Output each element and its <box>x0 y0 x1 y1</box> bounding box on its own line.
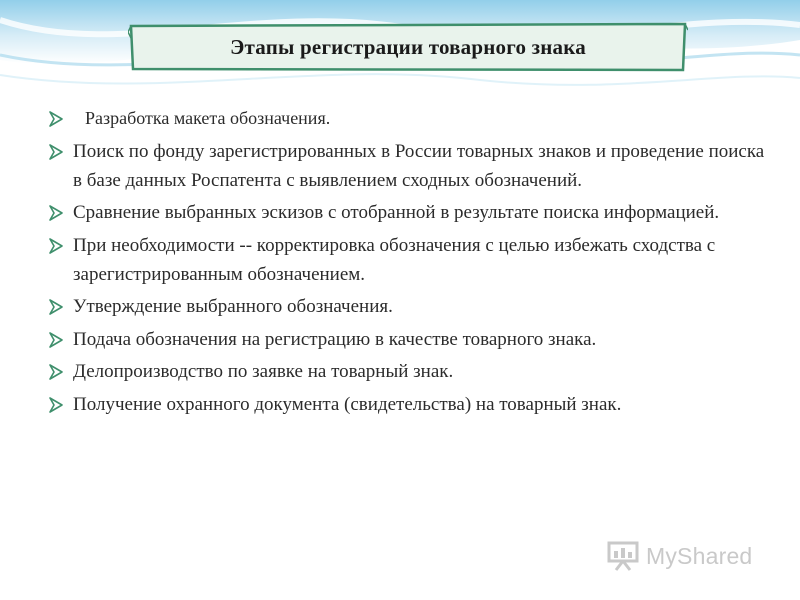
arrow-bullet-icon <box>48 364 64 380</box>
list-item <box>48 198 768 227</box>
arrow-bullet-icon <box>48 111 64 127</box>
list-item <box>48 231 768 289</box>
arrow-bullet-icon <box>48 397 64 413</box>
arrow-bullet-icon <box>48 238 64 254</box>
list-item-text: Утверждение выбранного обозначения. <box>73 296 393 317</box>
arrow-bullet-icon <box>48 299 64 315</box>
list-item <box>48 357 768 386</box>
list-item-text: Подача обозначения на регистрацию в качестве товарного знака. <box>73 328 597 350</box>
arrow-bullet-icon <box>48 205 64 221</box>
watermark-logo <box>606 538 776 574</box>
title-banner <box>128 22 688 72</box>
list-item-text: Разработка макета обозначения. <box>85 108 331 128</box>
watermark-text: MyShared <box>646 542 753 569</box>
bullet-list <box>48 104 768 422</box>
list-item-text: Сравнение выбранных эскизов с отобранной в результате поиска информацией. <box>73 202 720 223</box>
list-item <box>48 390 768 419</box>
list-item <box>48 292 768 321</box>
list-item <box>48 104 768 133</box>
presentation-board-icon <box>606 540 640 572</box>
list-item-text: Делопроизводство по заявке на товарный знак. <box>73 361 454 382</box>
list-item-text: Поиск по фонду зарегистрированных в России товарных знаков и проведение поиска в базе данных Роспатента с выявлением сходных обозначений. <box>73 140 765 191</box>
list-item <box>48 325 768 354</box>
slide-title: Этапы регистрации товарного знака <box>230 34 586 59</box>
list-item-text: Получение охранного документа (свидетельства) на товарный знак. <box>73 393 622 415</box>
arrow-bullet-icon <box>48 144 64 160</box>
list-item-text: При необходимости -- корректировка обозначения с целью избежать сходства с зарегистрированным обозначением. <box>73 234 716 285</box>
list-item <box>48 137 768 195</box>
arrow-bullet-icon <box>48 332 64 348</box>
